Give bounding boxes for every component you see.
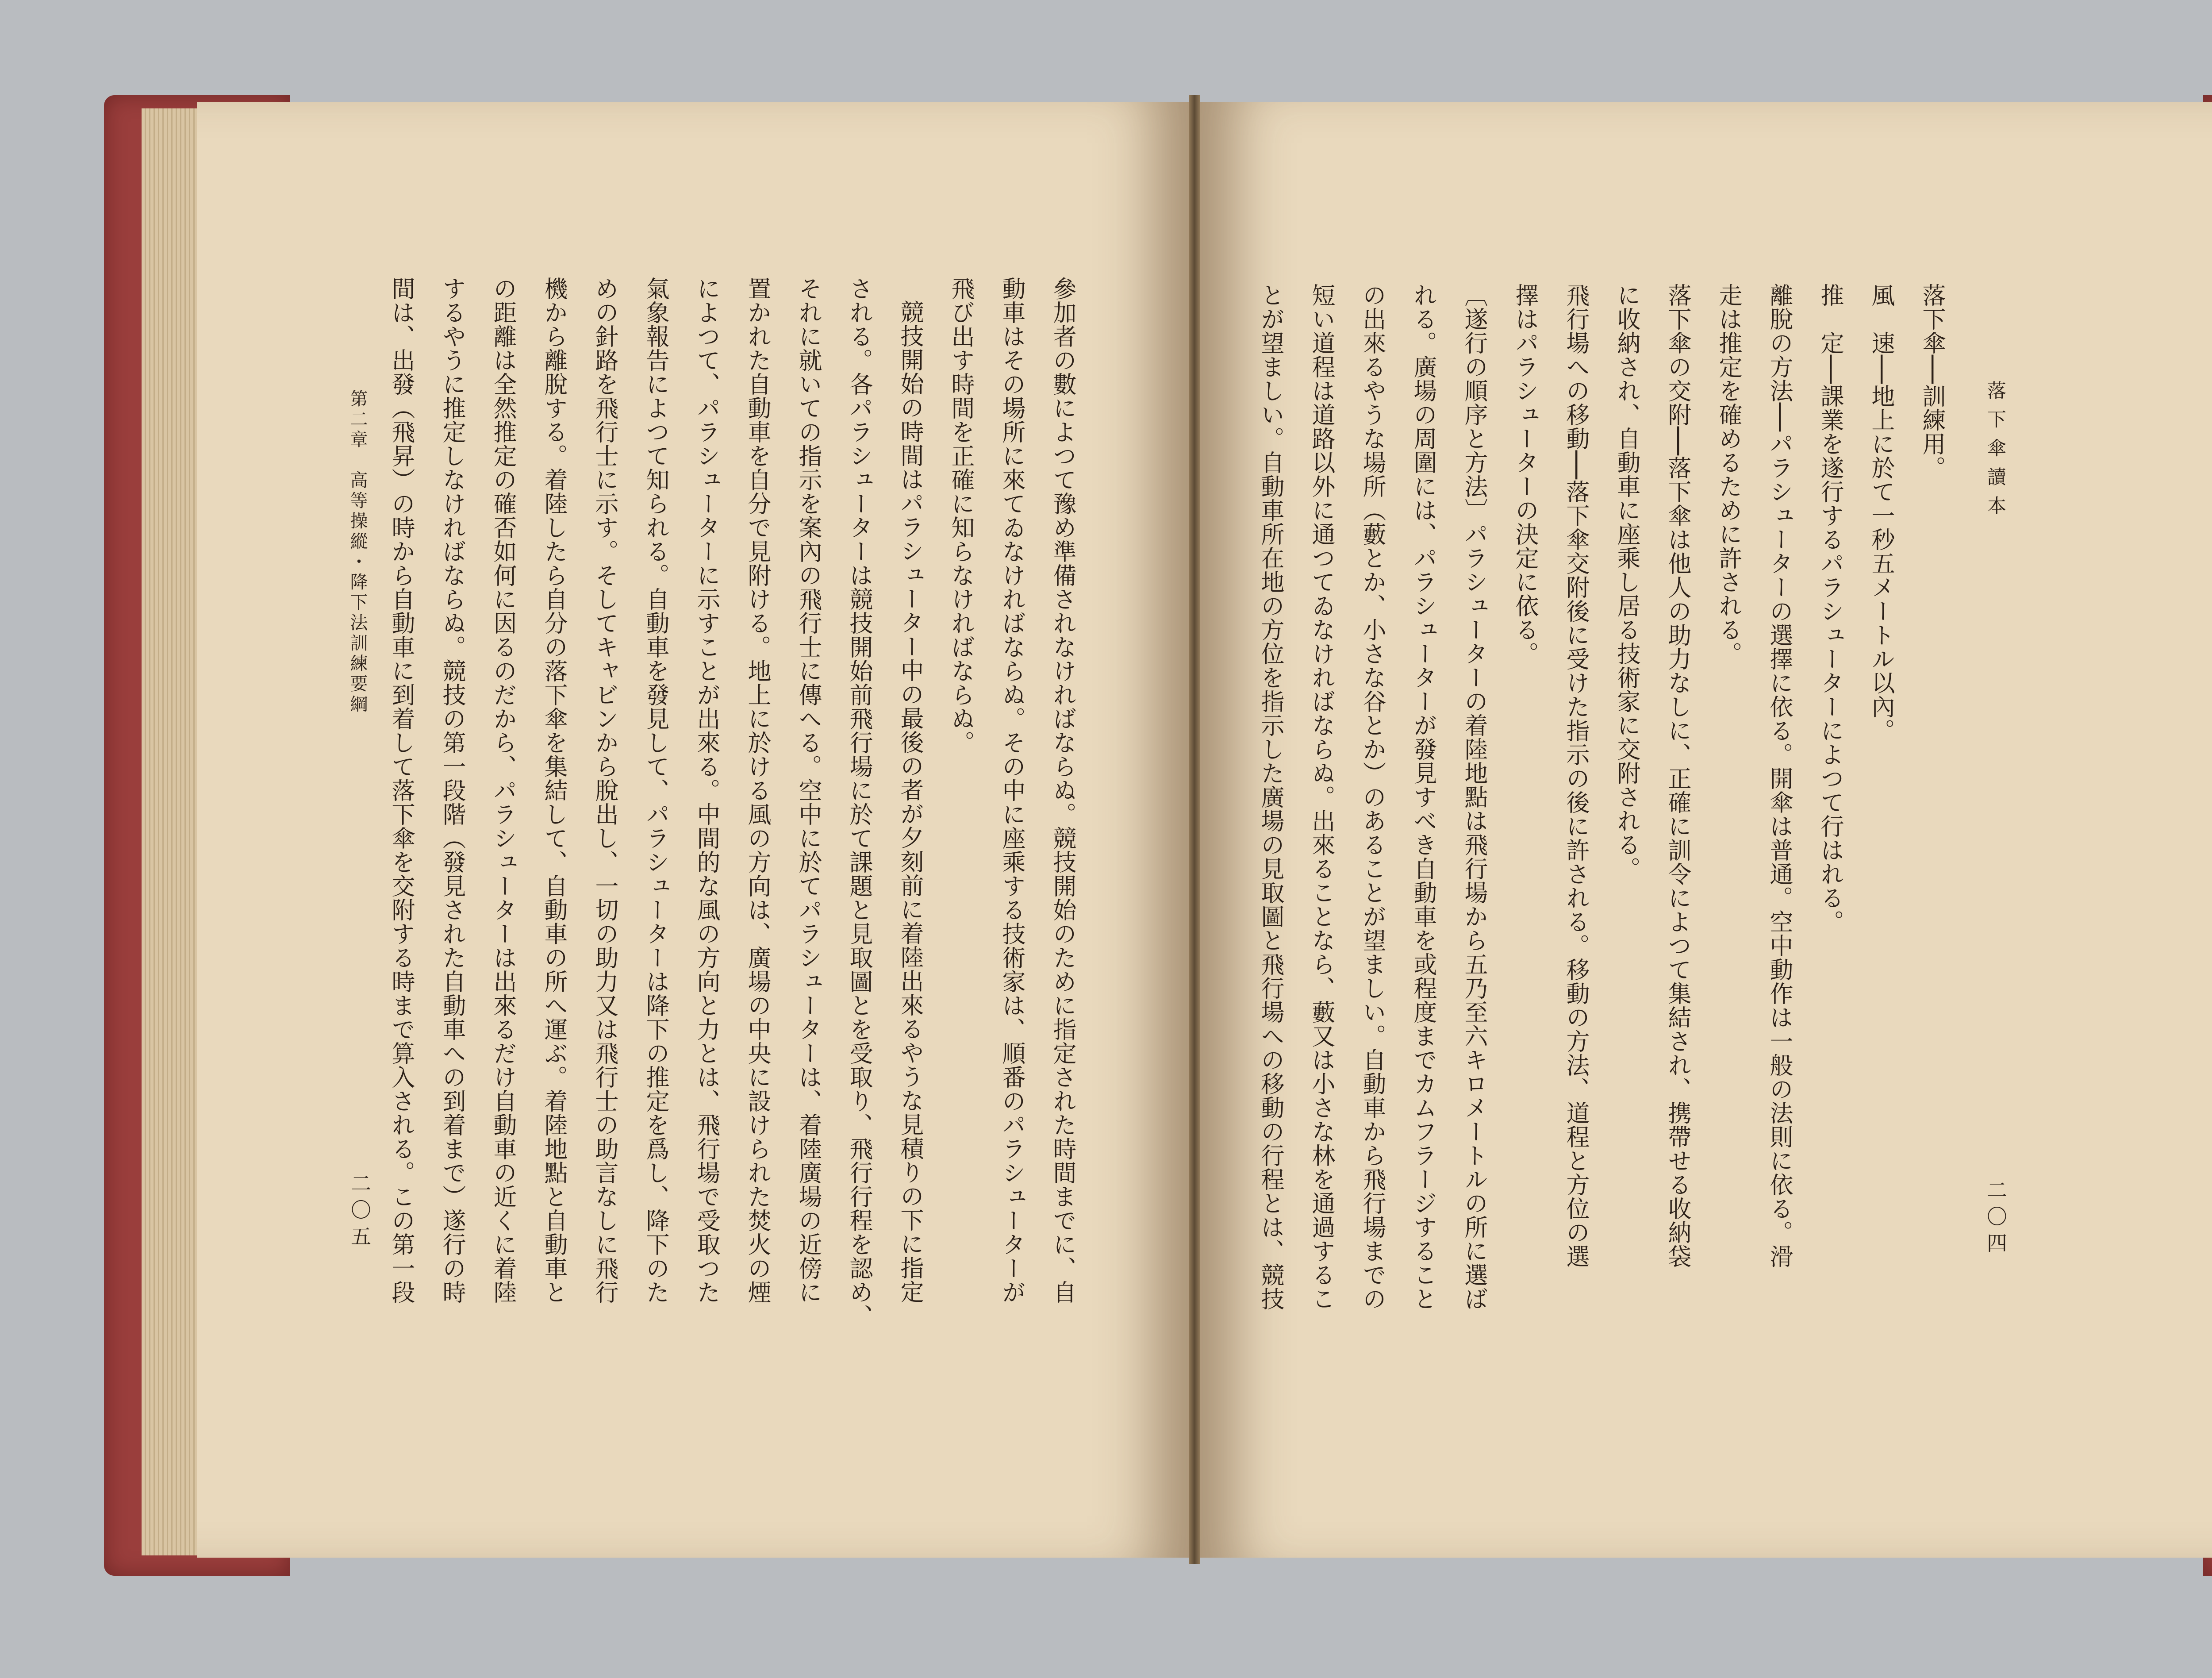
book-gutter	[1189, 95, 1200, 1564]
text-line: 風 速──地上に於て一秒五メートル以內。	[1868, 283, 1895, 743]
page-number-right: 二〇四	[1984, 1179, 2008, 1259]
left-page-text	[374, 277, 1088, 1409]
text-line: 飛び出す時間を正確に知らなければならぬ。	[948, 277, 975, 754]
text-line: 落下傘──訓練用。	[1919, 283, 1946, 480]
text-line: 離脫の方法──パラシューターの選擇に依る。開傘は普通。空中動作は一般の法則に依る。滑	[1766, 283, 1793, 1268]
text-line: するやうに推定しなければならぬ。競技の第一段階（發見された自動車への到着まで）遂行の時	[439, 277, 466, 1304]
text-line: 推 定──課業を遂行するパラシューターによつて行はれる。	[1817, 283, 1844, 934]
text-line: される。各パラシューターは競技開始前飛行場に於て課題と見取圖とを受取り、飛行行程を認め、	[846, 277, 873, 1328]
running-head: 落下傘讀本	[1984, 381, 2006, 524]
text-line: 機から離脫する。着陸したら自分の落下傘を集結して、自動車の所へ運ぶ。着陸地點と自動車と	[541, 277, 568, 1304]
chapter-footer: 第二章 高等操縱・降下法訓練要綱	[347, 389, 368, 715]
text-line: に收納され、自動車に座乘し居る技術家に交附される。	[1613, 283, 1640, 881]
text-line: 動車はその場所に來てゐなければならぬ。その中に座乘する技術家は、順番のパラシューターが	[998, 277, 1025, 1304]
text-line: 飛行場への移動──落下傘交附後に受けた指示の後に許される。移動の方法、道程と方位の選	[1563, 283, 1590, 1268]
text-line: 短い道程は道路以外に通つてゐなければならぬ。出來ることなら、藪又は小さな林を通過するこ	[1308, 283, 1335, 1311]
text-line: の出來るやうな場所（藪とか、小さな谷とか）のあることが望ましい。自動車から飛行場までの	[1359, 283, 1386, 1311]
text-line: それに就いての指示を案內の飛行士に傳へる。空中に於てパラシューターは、着陸廣場の近傍に	[795, 277, 822, 1304]
text-line: 落下傘の交附──落下傘は他人の助力なしに、正確に訓令によつて集結され、携帶せる收納袋	[1664, 283, 1691, 1268]
text-line: 競技開始の時間はパラシューター中の最後の者が夕刻前に着陸出來るやうな見積りの下に指定	[897, 300, 924, 1304]
right-page-text	[1259, 283, 1958, 1416]
text-line: 間は、出發（飛昇）の時から自動車に到着して落下傘を交附する時まで算入される。この第一段	[388, 277, 415, 1304]
text-line: とが望ましい。自動車所在地の方位を指示した廣場の見取圖と飛行場への移動の行程とは、競技	[1257, 283, 1284, 1311]
text-line: 氣象報告によつて知られる。自動車を發見して、パラシューターは降下の推定を爲し、降下のた	[642, 277, 669, 1304]
page-number-left: 二〇五	[348, 1173, 372, 1252]
text-line: によつて、パラシューターに示すことが出來る。中間的な風の方向と力とは、飛行場で受取つた	[693, 277, 720, 1304]
text-line: 參加者の數によつて豫め準備されなければならぬ。競技開始のために指定された時間までに、自	[1049, 277, 1076, 1304]
text-line: 〔遂行の順序と方法〕パラシューターの着陸地點は飛行場から五乃至六キロメートルの所に選ば	[1461, 283, 1488, 1311]
text-line: めの針路を飛行士に示す。そしてキャビンから脫出し、一切の助力又は飛行士の助言なしに飛行	[591, 277, 618, 1304]
text-line: 走は推定を確めるために許される。	[1715, 283, 1742, 666]
text-line: の距離は全然推定の確否如何に因るのだから、パラシューターは出來るだけ自動車の近くに着陸	[490, 277, 517, 1304]
text-line: れる。廣場の周圍には、パラシューターが發見すべき自動車を或程度までカムフラージすること	[1410, 283, 1437, 1311]
text-line: 擇はパラシューターの決定に依る。	[1512, 283, 1539, 666]
text-line: 置かれた自動車を自分で見附ける。地上に於ける風の方向は、廣場の中央に設けられた焚火の煙	[744, 277, 771, 1304]
